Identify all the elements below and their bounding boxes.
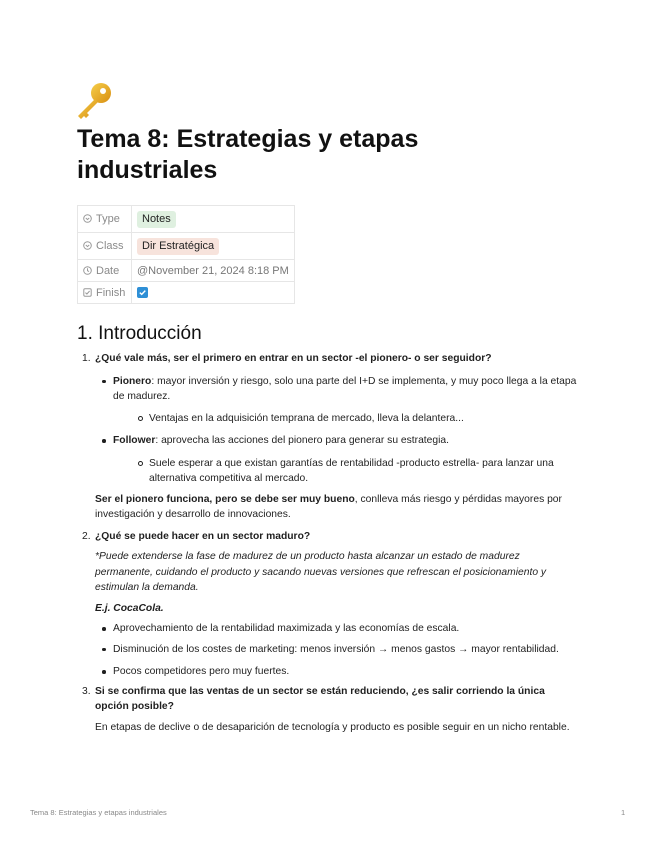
property-key: [78, 282, 132, 304]
section-content: [77, 350, 577, 735]
section-heading: 1. Introducción: [77, 323, 202, 344]
bullet-term: Pionero: [113, 375, 152, 387]
checkbox-icon: [83, 288, 92, 297]
property-row-class: [78, 233, 295, 260]
bullet-term: Follower: [113, 435, 156, 446]
sub-text: Suele esperar a que existan garantías de rentabilidad -producto estrella- para lanzar una alternativa competitiva al mercado.: [149, 457, 554, 484]
list-item: [95, 664, 577, 680]
sub-list: [113, 411, 577, 427]
property-row-date: [78, 260, 295, 282]
bullet-icon: [102, 627, 106, 631]
bullet-text: : aprovecha las acciones del pionero para generar su estrategia.: [155, 435, 449, 446]
question: ¿Qué vale más, ser el primero en entrar en un sector -el pionero- o ser seguidor?: [95, 353, 492, 364]
property-key: [78, 233, 132, 260]
finish-checkbox[interactable]: [137, 287, 148, 298]
footer-title: Tema 8: Estrategias y etapas industriales: [30, 808, 167, 817]
question: ¿Qué se puede hacer en un sector maduro?: [95, 530, 311, 542]
key-icon: [74, 80, 116, 122]
property-label: Finish: [96, 286, 126, 299]
numbered-list: [77, 351, 577, 735]
bullet-text: Pocos competidores pero muy fuertes.: [113, 666, 290, 677]
list-item: [95, 621, 577, 637]
bullet-icon: [102, 439, 106, 443]
list-item: [95, 642, 577, 658]
bullet-text: Disminución de los costes de marketing: menos inversión → menos gastos → mayor rentabilidad.: [113, 643, 559, 655]
bullet-list: [95, 374, 577, 487]
property-label: Date: [96, 264, 120, 277]
item-number: 1.: [82, 353, 91, 364]
property-key: [78, 206, 132, 233]
page-number: 1: [621, 808, 626, 817]
list-item: [77, 684, 577, 736]
bullet-icon: [102, 648, 106, 652]
property-row-finish: [78, 282, 295, 304]
properties-table: [77, 205, 295, 304]
property-label: Class: [96, 240, 124, 252]
bullet-text: : mayor inversión y riesgo, solo una parte del I+D se implementa, y muy poco llega a la etapa de madurez.: [113, 375, 577, 402]
page-title: Tema 8: Estrategias y etapas industriales: [77, 125, 419, 184]
item-number: 2.: [82, 530, 91, 542]
conclusion-text: , conlleva más riesgo y pérdidas mayores por investigación y desarrollo de innovaciones.: [95, 493, 562, 520]
bullet-list: [95, 621, 577, 680]
note: *Puede extenderse la fase de madurez de un producto hasta alcanzar un estado de madurez permanente, cuidando el producto y sacando nuevas versiones que refrescan el posicionamiento y estimulan la demanda.: [95, 551, 547, 593]
conclusion-bold: Ser el pionero funciona, pero se debe ser muy bueno: [95, 493, 355, 505]
property-value: [132, 282, 295, 304]
class-tag[interactable]: Dir Estratégica: [137, 238, 219, 255]
select-icon: [83, 241, 92, 250]
question: Si se confirma que las ventas de un sector se están reduciendo, ¿es salir corriendo la única opción posible?: [95, 685, 545, 712]
list-item: [95, 374, 577, 427]
example: E.j. CocaCola.: [95, 602, 164, 614]
type-tag[interactable]: Notes: [137, 211, 176, 228]
list-item: [77, 529, 577, 680]
conclusion: [95, 492, 577, 523]
bullet-text: Aprovechamiento de la rentabilidad maximizada y las economías de escala.: [113, 623, 460, 634]
property-label: Type: [96, 213, 120, 225]
answer: En etapas de declive o de desaparición de tecnología y producto es posible seguir en un nicho rentable.: [95, 721, 570, 733]
item-number: 3.: [82, 685, 91, 697]
circle-bullet-icon: [138, 416, 143, 421]
sub-text: Ventajas en la adquisición temprana de mercado, lleva la delantera...: [149, 412, 464, 424]
sub-list: [113, 456, 577, 487]
list-item: [131, 456, 577, 487]
list-item: [77, 351, 577, 523]
property-key: [78, 260, 132, 282]
property-value[interactable]: [132, 206, 295, 233]
list-item: [95, 433, 577, 487]
select-icon: [83, 214, 92, 223]
bullet-icon: [102, 670, 106, 674]
property-value[interactable]: [132, 233, 295, 260]
date-value[interactable]: @November 21, 2024 8:18 PM: [132, 260, 295, 282]
list-item: [131, 411, 577, 427]
clock-icon: [83, 266, 92, 275]
bullet-icon: [102, 380, 106, 384]
property-row-type: [78, 206, 295, 233]
circle-bullet-icon: [138, 461, 143, 466]
